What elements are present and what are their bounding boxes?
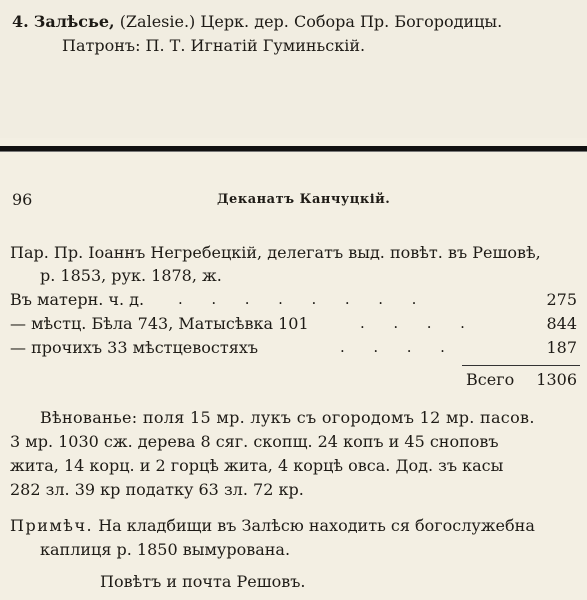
population-value-other-places: 187 bbox=[546, 338, 577, 357]
previous-entry-block bbox=[0, 0, 587, 138]
entry-latin-name: (Zalesie.) bbox=[119, 12, 196, 31]
parish-priest-line-1: Пар. Пр. Іоаннъ Негребецкій, делегатъ выд. повѣт. въ Решовѣ, bbox=[10, 243, 541, 262]
entry-place-name: Залѣсье, bbox=[33, 12, 115, 31]
note-line-1 bbox=[10, 516, 535, 536]
population-value-mother-parish: 275 bbox=[546, 290, 577, 309]
population-label-mother-parish: Въ матерн. ч. д. bbox=[10, 290, 145, 309]
entry-heading bbox=[12, 12, 502, 32]
population-dots-3: . . . . bbox=[340, 338, 445, 356]
endowment-line-3: жита, 14 корц. и 2 горцѣ жита, 4 корцѣ овса. Дод. зъ касы bbox=[10, 456, 504, 475]
population-value-villages: 844 bbox=[546, 314, 577, 333]
endowment-line-1: Вѣнованье: поля 15 мр. лукъ съ огородомъ 12 мр. пасов. bbox=[40, 408, 535, 427]
population-label-other-places: — прочихъ 33 мѣстцевостяхъ bbox=[10, 338, 259, 357]
note-label: Примѣч. bbox=[10, 516, 94, 535]
population-total-label: Всего bbox=[466, 370, 515, 389]
note-text-1: На кладбищи въ Залѣсю находить ся богослужебна bbox=[98, 516, 535, 535]
note-line-2: каплиця р. 1850 вымурована. bbox=[40, 540, 291, 559]
entry-number: 4. bbox=[12, 12, 29, 31]
population-dots-1: . . . . . . . . bbox=[178, 290, 417, 308]
page-divider-shadow bbox=[0, 151, 587, 152]
entry-description: Церк. дер. Собора Пр. Богородицы. bbox=[200, 12, 503, 31]
endowment-line-4: 282 зл. 39 кр податку 63 зл. 72 кр. bbox=[10, 480, 304, 499]
population-label-villages: — мѣстц. Бѣла 743, Матысѣвка 101 bbox=[10, 314, 309, 333]
post-office: Повѣтъ и почта Решовъ. bbox=[100, 572, 306, 591]
page-number: 96 bbox=[12, 190, 33, 209]
endowment-line-2: 3 мр. 1030 сж. дерева 8 сяг. скопщ. 24 копъ и 45 сноповъ bbox=[10, 432, 499, 451]
total-rule bbox=[462, 365, 580, 366]
parish-priest-line-2: р. 1853, рук. 1878, ж. bbox=[40, 266, 222, 285]
entry-patron: Патронъ: П. Т. Игнатій Гуминьскій. bbox=[62, 36, 366, 55]
population-total-value: 1306 bbox=[536, 370, 577, 389]
deanery-title: Деканатъ Канчуцкій. bbox=[217, 192, 391, 207]
population-dots-2: . . . . bbox=[360, 314, 465, 332]
